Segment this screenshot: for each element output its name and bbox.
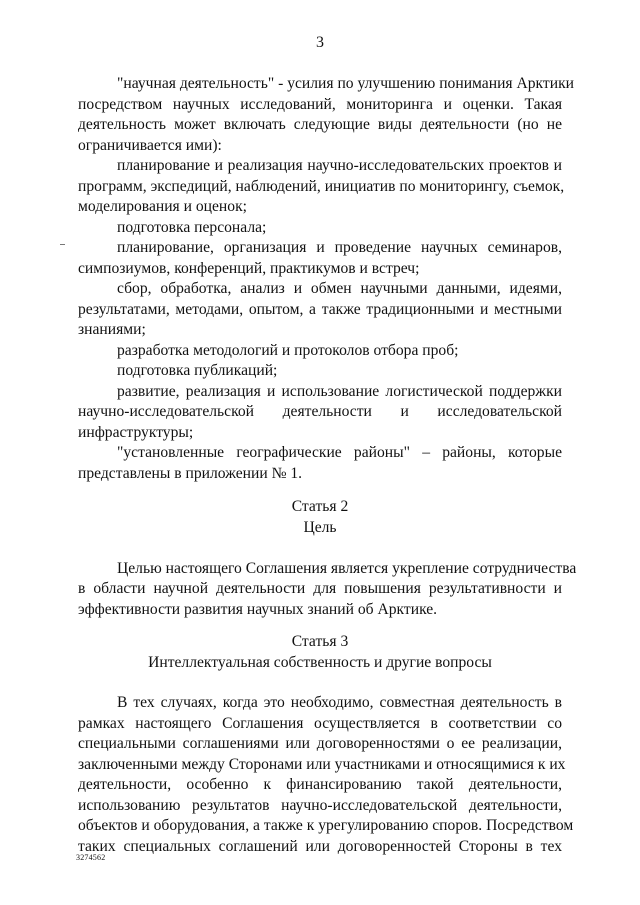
margin-mark [60,244,65,245]
text-line: в области научной деятельности для повышения результативности и [78,580,562,597]
document-id: 3274562 [76,853,106,862]
text-line: разработка методологий и протоколов отбора проб; [117,342,459,359]
article-title: Цель [303,519,337,536]
text-line: программ, экспедиций, наблюдений, инициатив по мониторингу, съемок, [78,178,565,195]
text-line: планирование, организация и проведение научных семинаров, [117,239,562,256]
text-line: заключенными между Сторонами или участниками и относящимися к их [78,756,566,773]
page-number: 3 [316,34,324,51]
text-line: деятельности, особенно к финансированию такой деятельности, [78,776,562,793]
text-line: эффективности развития научных знаний об Арктике. [78,601,438,618]
article-number: Статья 3 [291,633,349,650]
text-line: развитие, реализация и использование логистической поддержки [117,383,562,400]
text-line: подготовка персонала; [117,219,267,236]
text-line: ограничивается ими): [78,137,222,154]
text-line: В тех случаях, когда это необходимо, совместная деятельность в [117,694,562,711]
text-line: результатами, методами, опытом, а также традиционными и местными [78,301,562,318]
text-line: деятельность может включать следующие виды деятельности (но не [78,116,562,133]
text-line: планирование и реализация научно-исследовательских проектов и [117,157,562,174]
text-line: "научная деятельность" - усилия по улучшению понимания Арктики [117,75,574,92]
text-line: объектов и оборудования, а также к урегулированию споров. Посредством [78,817,574,834]
text-line: "установленные географические районы" – районы, которые [117,444,562,461]
text-line: инфраструктуры; [78,424,194,441]
text-line: научно-исследовательской деятельности и исследовательской [78,403,562,420]
text-line: Целью настоящего Соглашения является укрепление сотрудничества [117,560,577,577]
text-line: сбор, обработка, анализ и обмен научными данными, идеями, [117,280,562,297]
text-line: симпозиумов, конференций, практикумов и встреч; [78,260,420,277]
text-line: знаниями; [78,321,146,338]
article-number: Статья 2 [291,498,349,515]
text-line: моделирования и оценок; [78,198,247,215]
text-line: представлены в приложении № 1. [78,465,303,482]
text-line: подготовка публикаций; [117,362,278,379]
text-line: использованию результатов научно-исследовательской деятельности, [78,797,562,814]
text-line: рамках настоящего Соглашения осуществляется в соответствии со [78,715,562,732]
text-line: таких специальных соглашений или договоренностей Стороны в тех [78,838,562,855]
text-line: специальными соглашениями или договоренностями о ее реализации, [78,735,562,752]
text-line: посредством научных исследований, мониторинга и оценки. Такая [78,96,562,113]
article-title: Интеллектуальная собственность и другие вопросы [148,654,492,671]
